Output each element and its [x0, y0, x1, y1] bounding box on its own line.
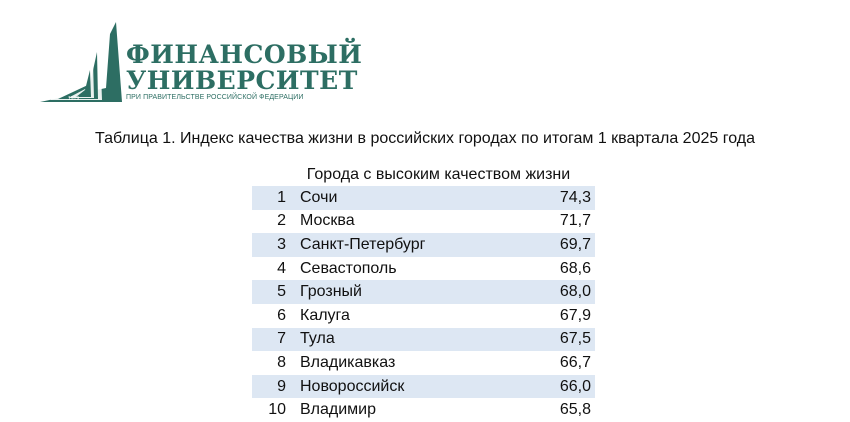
table-row — [252, 233, 595, 257]
city-cell: Тула — [300, 330, 335, 348]
score-cell: 69,7 — [559, 235, 591, 253]
table-row — [252, 304, 595, 328]
rank-cell: 2 — [277, 212, 286, 230]
table-row — [252, 257, 595, 281]
logo-subtitle: ПРИ ПРАВИТЕЛЬСТВЕ РОССИЙСКОЙ ФЕДЕРАЦИИ — [126, 94, 304, 101]
table-row — [252, 351, 595, 375]
table-title: Таблица 1. Индекс качества жизни в российских городах по итогам 1 квартала 2025 года — [95, 130, 755, 147]
city-cell: Владимир — [300, 401, 377, 419]
score-cell: 68,6 — [559, 259, 591, 277]
city-cell: Севастополь — [300, 259, 397, 277]
rank-cell: 5 — [277, 283, 286, 301]
score-cell: 74,3 — [559, 188, 591, 206]
table-row — [252, 186, 595, 210]
table-row — [252, 328, 595, 352]
score-cell: 65,8 — [559, 401, 591, 419]
table-row — [252, 398, 595, 422]
table-row — [252, 210, 595, 234]
table-subtitle: Города с высоким качеством жизни — [306, 166, 571, 183]
city-cell: Владикавказ — [300, 353, 396, 371]
score-cell: 67,5 — [559, 330, 591, 348]
logo-emblem-icon — [40, 22, 130, 106]
rank-cell: 10 — [268, 401, 286, 419]
city-cell: Санкт-Петербург — [300, 235, 426, 253]
rank-cell: 6 — [277, 306, 286, 324]
city-cell: Новороссийск — [300, 377, 405, 395]
score-cell: 67,9 — [559, 306, 591, 324]
score-cell: 71,7 — [559, 212, 591, 230]
logo-year: 1919 — [68, 96, 80, 102]
rank-cell: 8 — [277, 353, 286, 371]
city-cell: Грозный — [300, 283, 362, 301]
logo-text-line2: УНИВЕРСИТЕТ — [126, 66, 358, 95]
table-row — [252, 375, 595, 399]
rank-cell: 7 — [277, 330, 286, 348]
city-cell: Калуга — [300, 306, 350, 324]
rank-cell: 1 — [277, 188, 286, 206]
rank-cell: 4 — [277, 259, 286, 277]
score-cell: 66,7 — [559, 353, 591, 371]
city-ranking-table — [252, 164, 595, 422]
table-row — [252, 280, 595, 304]
university-logo — [40, 22, 363, 106]
city-cell: Москва — [300, 212, 355, 230]
logo-text-line1: ФИНАНСОВЫЙ — [126, 40, 363, 69]
score-cell: 68,0 — [559, 283, 591, 301]
rank-cell: 3 — [277, 235, 286, 253]
city-cell: Сочи — [300, 188, 338, 206]
rank-cell: 9 — [277, 377, 286, 395]
score-cell: 66,0 — [559, 377, 591, 395]
